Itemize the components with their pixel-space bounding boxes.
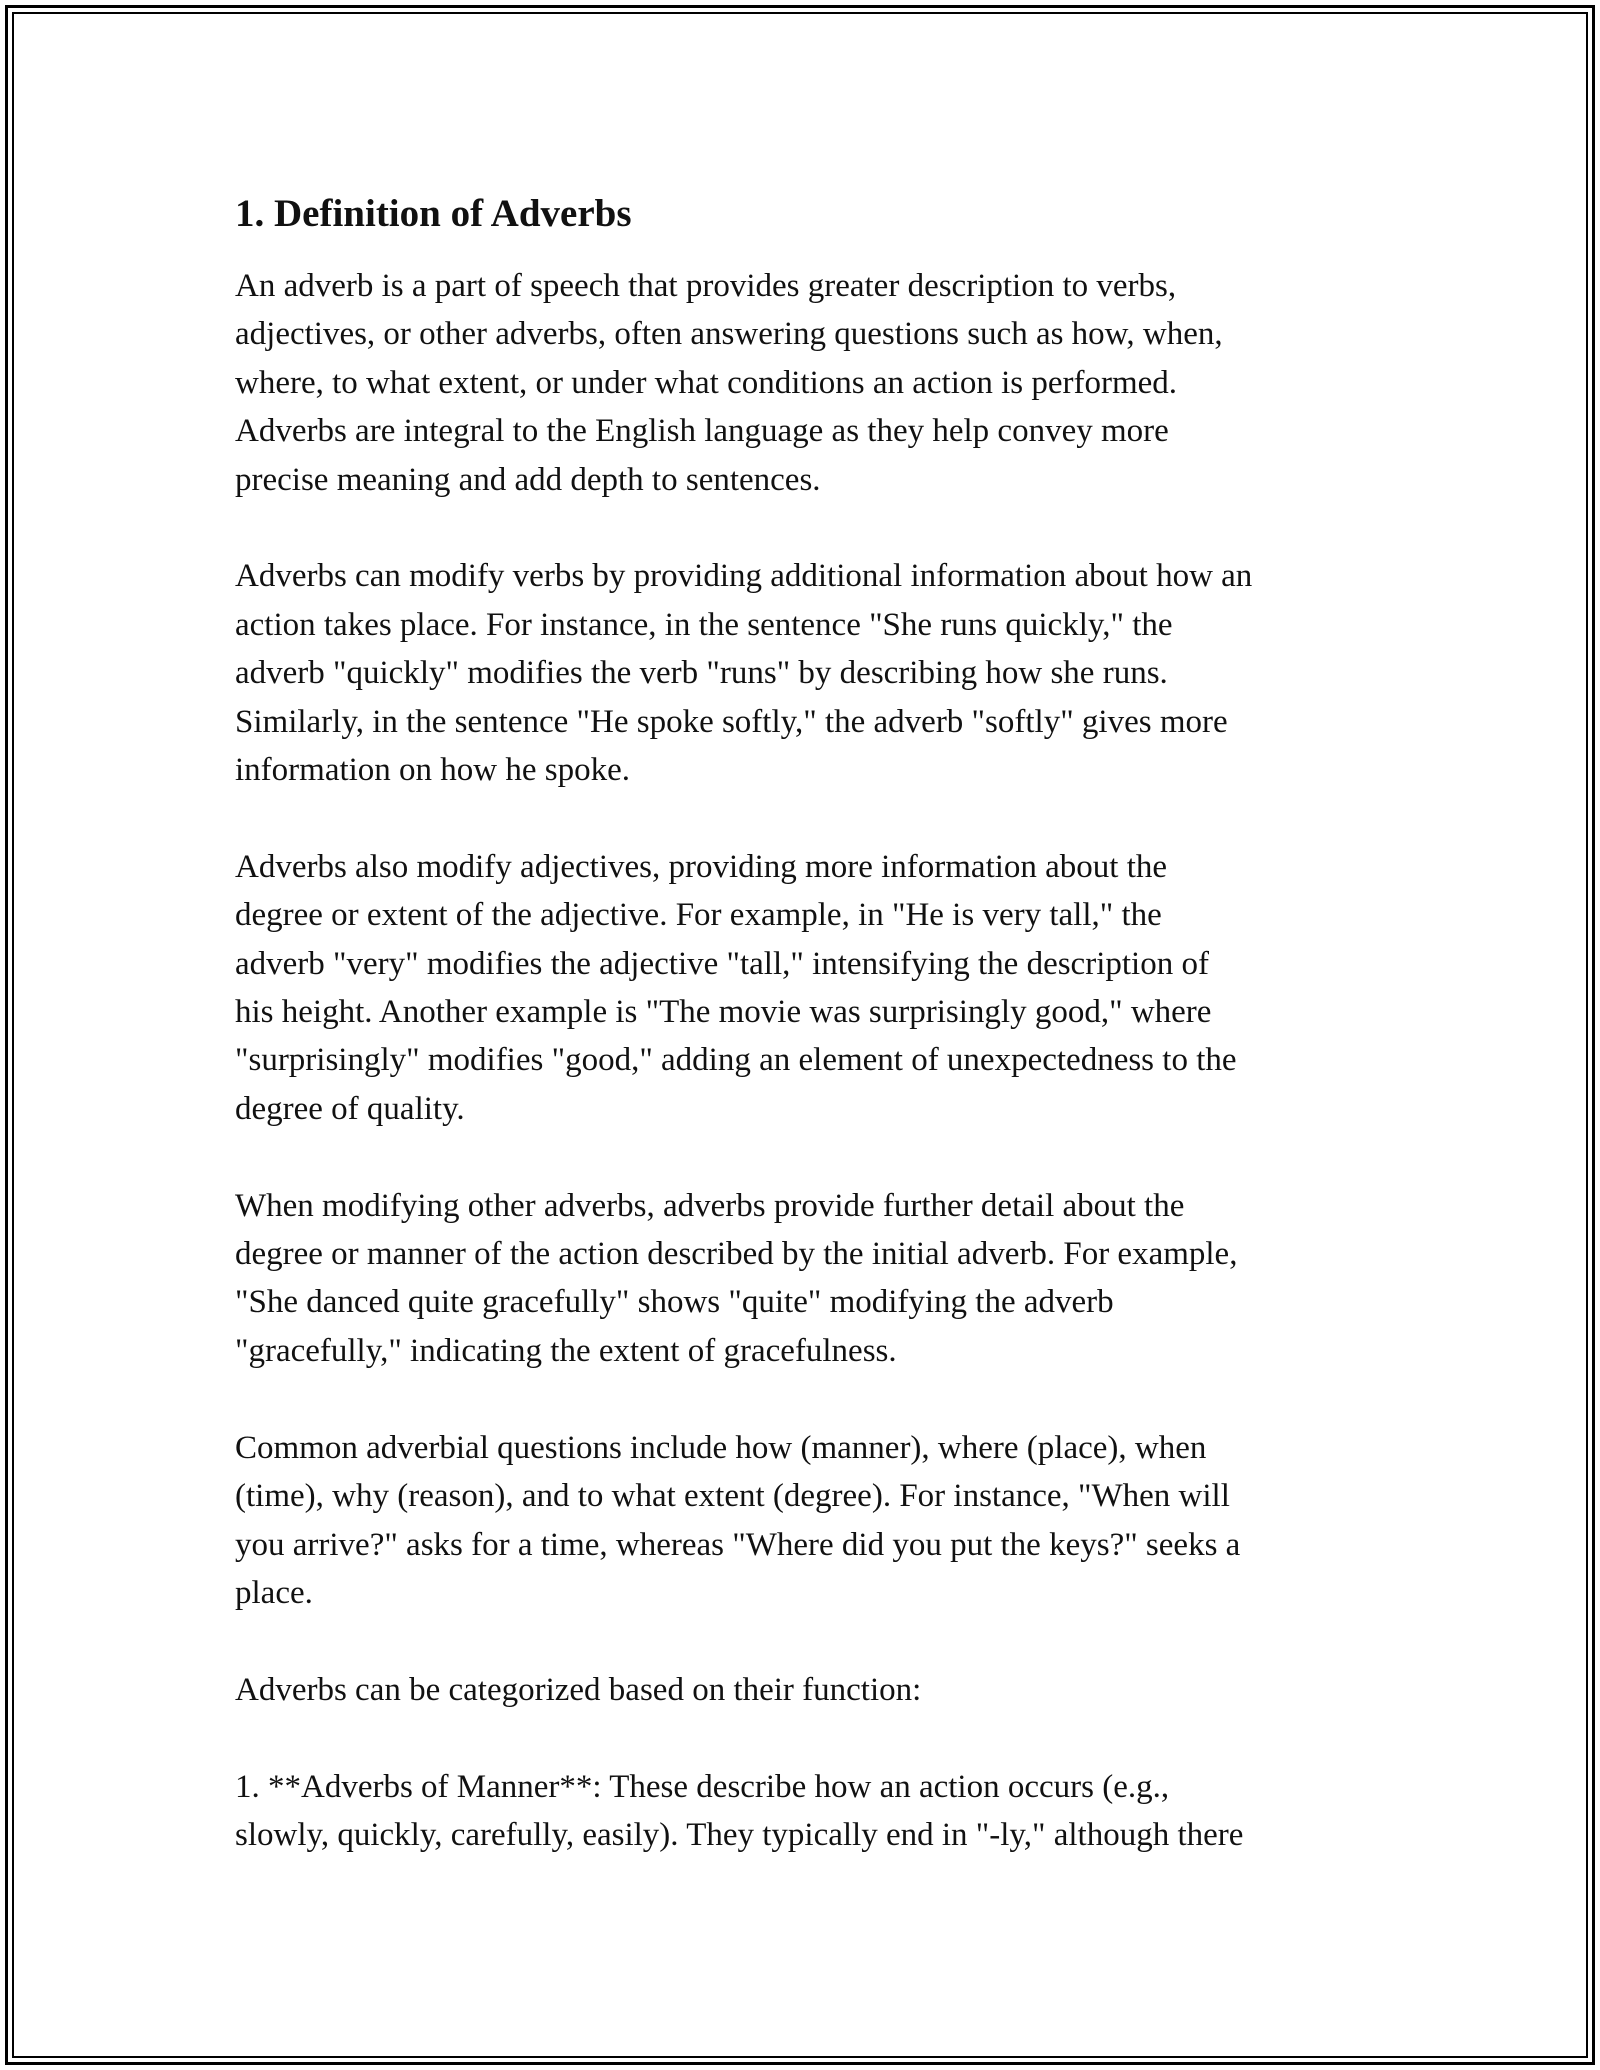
paragraph-adverbs-of-manner: 1. **Adverbs of Manner**: These describe how an action occurs (e.g., slowly, quickly, carefully, easily). They typically end in "-ly," although there [235, 1768, 1244, 1853]
section-heading: 1. Definition of Adverbs [235, 192, 632, 235]
paragraph-adverbial-questions: Common adverbial questions include how (manner), where (place), when (time), why (reason), and to what extent (degree). For instance, "When will you arrive?" asks for a time, whereas "Where did you put the keys?" seeks a place. [235, 1429, 1241, 1611]
paragraph-modify-adjectives: Adverbs also modify adjectives, providing more information about the degree or extent of the adjective. For example, in "He is very tall," the adverb "very" modifies the adjective "tall," intensifying the description of his height. Another example is "The movie was surprisingly good," where "surprisingly" modifies "good," adding an element of unexpectedness to the degree of quality. [235, 848, 1237, 1127]
paragraph-modify-verbs: Adverbs can modify verbs by providing additional information about how an action takes place. For instance, in the sentence "She runs quickly," the adverb "quickly" modifies the verb "runs" by describing how she runs. Similarly, in the sentence "He spoke softly," the adverb "softly" gives more information on how he spoke. [235, 558, 1253, 789]
paragraph-modify-adverbs: When modifying other adverbs, adverbs provide further detail about the degree or manner of the action described by the initial adverb. For example, "She danced quite gracefully" shows "quite" modifying the adverb "gracefully," indicating the extent of gracefulness. [235, 1187, 1238, 1369]
paragraph-definition: An adverb is a part of speech that provides greater description to verbs, adjectives, or other adverbs, often answering questions such as how, when, where, to what extent, or under what conditions an action is performed. Adverbs are integral to the English language as they help convey more precise meaning and add depth to sentences. [235, 268, 1223, 498]
paragraph-categories-intro: Adverbs can be categorized based on their function: [235, 1671, 922, 1708]
document-body [235, 180, 1395, 1908]
